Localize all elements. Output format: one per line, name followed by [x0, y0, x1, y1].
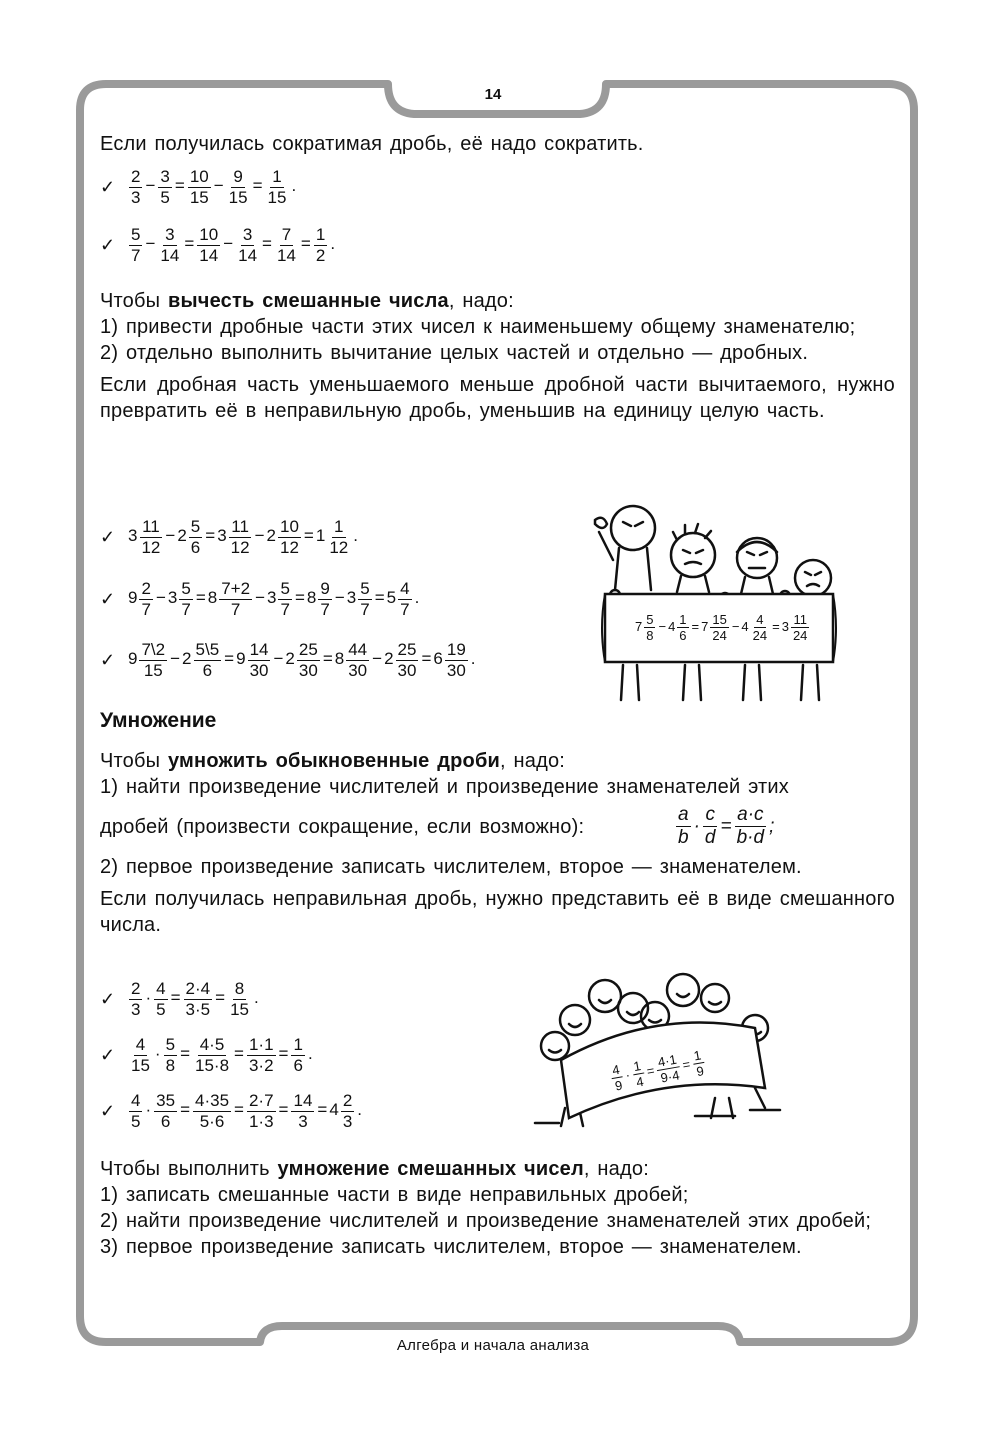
operator: − — [165, 526, 176, 546]
fraction — [236, 225, 259, 266]
denominator: 3 — [342, 1111, 353, 1131]
numerator: 9 — [233, 166, 243, 186]
numerator: a·c — [737, 804, 764, 825]
operator: . — [470, 649, 476, 669]
denominator: 5·6 — [199, 1111, 225, 1131]
operator: · — [693, 815, 700, 837]
fraction — [247, 1035, 276, 1076]
operator: − — [273, 649, 284, 669]
operator: = — [645, 1062, 656, 1079]
operator: = — [184, 234, 195, 254]
numerator: 1 — [630, 1058, 644, 1076]
numerator: 2 — [141, 578, 151, 598]
whole-part: 2 — [384, 649, 394, 669]
denominator: 12 — [280, 537, 299, 557]
whole-part: 2 — [285, 649, 295, 669]
fraction — [644, 612, 655, 643]
numerator: 4 — [609, 1061, 623, 1079]
numerator: 10 — [280, 516, 299, 536]
check-icon: ✓ — [100, 1100, 116, 1121]
numerator: 1 — [679, 612, 687, 627]
numerator: 15 — [712, 612, 727, 627]
numerator: 2·7 — [248, 1090, 274, 1110]
fraction — [129, 979, 142, 1020]
whole-part: 2 — [177, 526, 187, 546]
fraction — [179, 579, 192, 620]
operator: − — [658, 618, 667, 634]
fraction — [158, 225, 181, 266]
operator: − — [213, 176, 224, 196]
denominator: 6 — [293, 1055, 303, 1075]
whole-part: 9 — [128, 649, 138, 669]
operator: = — [234, 1044, 244, 1064]
numerator: 3 — [165, 224, 175, 244]
fraction — [189, 517, 202, 558]
operator: . — [253, 988, 259, 1008]
page-number: 14 — [484, 86, 502, 103]
numerator: 11 — [142, 516, 160, 536]
fraction — [275, 225, 298, 266]
fraction — [314, 225, 327, 266]
operator: ; — [769, 815, 775, 837]
example-5 — [100, 637, 478, 683]
fraction — [164, 1035, 177, 1076]
denominator: 24 — [792, 628, 808, 643]
numerator: 4 — [135, 1034, 146, 1054]
operator: − — [255, 588, 265, 608]
fraction — [278, 517, 301, 558]
numerator: 7+2 — [221, 578, 251, 598]
operator: = — [180, 1100, 190, 1120]
numerator: 35 — [156, 1090, 176, 1110]
numerator: 1 — [691, 1047, 705, 1065]
footer-title: Алгебра и начала анализа — [396, 1337, 590, 1354]
check-icon: ✓ — [100, 988, 116, 1009]
fraction — [139, 640, 167, 681]
numerator: 5 — [360, 578, 370, 598]
operator: = — [205, 526, 216, 546]
fraction — [139, 517, 162, 558]
operator: = — [234, 1100, 244, 1120]
multiplication-formula — [675, 804, 776, 849]
fraction — [154, 1091, 177, 1132]
numerator: 44 — [348, 639, 368, 659]
operator: = — [300, 234, 311, 254]
numerator: 14 — [249, 639, 269, 659]
denominator: 7 — [141, 599, 151, 619]
numerator: 1 — [334, 516, 344, 536]
numerator: 9 — [320, 578, 330, 598]
denominator: 14 — [276, 245, 296, 265]
denominator: 12 — [230, 537, 250, 557]
numerator: 14 — [293, 1090, 313, 1110]
numerator: 4 — [156, 978, 166, 998]
numerator: 5 — [646, 612, 654, 627]
numerator: 4 — [756, 612, 764, 627]
operator: − — [372, 649, 383, 669]
denominator: 30 — [298, 660, 318, 680]
operator: = — [180, 1044, 190, 1064]
operator: − — [731, 618, 740, 634]
banner-formula-1 — [635, 612, 810, 643]
paragraph-multiply-mixed: Чтобы выполнить умножение смешанных чисел, надо: 1) записать смешанные части в виде неправильных дробей; 2) найти произведение числителей и произведение знаменателей этих дробей; 3) первое произведение записать числителем, второе — знаменателем. — [100, 1158, 872, 1258]
numerator: 4 — [400, 578, 410, 598]
operator: . — [291, 176, 297, 196]
fraction — [327, 517, 350, 558]
whole-part: 9 — [128, 588, 138, 608]
numerator: 2·4 — [185, 978, 211, 998]
operator: = — [195, 588, 206, 608]
fraction — [194, 640, 222, 681]
operator: − — [254, 526, 265, 546]
operator: · — [145, 988, 152, 1008]
numerator: 3 — [160, 166, 170, 186]
operator: = — [681, 1056, 692, 1073]
denominator: 12 — [141, 537, 161, 557]
denominator: 7 — [181, 599, 191, 619]
fraction — [219, 579, 252, 620]
fraction — [291, 1035, 304, 1076]
denominator: 2 — [315, 245, 326, 265]
fraction — [248, 640, 271, 681]
operator: = — [720, 815, 732, 837]
whole-part: 8 — [306, 588, 317, 608]
denominator: 7 — [400, 599, 410, 619]
fraction — [266, 167, 289, 208]
fraction — [184, 979, 213, 1020]
example-7 — [100, 1032, 315, 1078]
operator: = — [224, 649, 235, 669]
example-3 — [100, 514, 360, 560]
denominator: 3·2 — [248, 1055, 274, 1075]
numerator: 3 — [242, 224, 253, 244]
fraction — [193, 1035, 231, 1076]
denominator: 7 — [320, 599, 330, 619]
fraction — [735, 804, 766, 849]
denominator: 6 — [679, 628, 687, 643]
whole-part: 3 — [267, 588, 277, 608]
operator: − — [170, 649, 181, 669]
numerator: 2 — [342, 1090, 353, 1110]
numerator: 10 — [189, 166, 209, 186]
denominator: 6 — [202, 660, 213, 680]
numerator: 5 — [280, 578, 290, 598]
numerator: 7\2 — [141, 639, 166, 659]
operator: = — [278, 1044, 289, 1064]
denominator: 30 — [249, 660, 269, 680]
denominator: 5 — [156, 999, 166, 1019]
numerator: 7 — [281, 224, 292, 244]
fraction — [677, 612, 688, 643]
whole-part: 3 — [217, 526, 227, 546]
operator: = — [174, 176, 185, 196]
numerator: 2 — [131, 978, 141, 998]
operator: = — [317, 1100, 328, 1120]
numerator: 11 — [793, 612, 807, 627]
fraction — [346, 640, 369, 681]
fraction — [278, 579, 291, 620]
kids-banner-illustration — [585, 500, 855, 705]
numerator: 25 — [298, 639, 318, 659]
whole-part: 2 — [182, 649, 192, 669]
fraction — [129, 1091, 142, 1132]
denominator: 4 — [635, 1073, 645, 1090]
operator: − — [155, 588, 166, 608]
operator: − — [145, 234, 156, 254]
whole-part: 2 — [266, 526, 276, 546]
fraction — [158, 167, 171, 208]
operator: · — [154, 1044, 161, 1064]
fraction — [398, 579, 411, 620]
denominator: 15·8 — [195, 1055, 230, 1075]
numerator: 8 — [234, 978, 245, 998]
denominator: 15 — [228, 187, 248, 207]
fraction — [228, 979, 251, 1020]
fraction — [227, 167, 250, 208]
operator: = — [215, 988, 226, 1008]
denominator: 7 — [131, 245, 141, 265]
denominator: 9·4 — [659, 1067, 681, 1086]
fraction — [358, 579, 371, 620]
numerator: 1 — [315, 224, 326, 244]
whole-part: 3 — [167, 588, 178, 608]
operator: . — [330, 234, 336, 254]
denominator: 1·3 — [248, 1111, 274, 1131]
numerator: a — [678, 804, 689, 825]
denominator: 24 — [752, 628, 768, 643]
example-6 — [100, 976, 261, 1022]
operator: = — [294, 588, 305, 608]
operator: = — [262, 234, 272, 254]
fraction — [247, 1091, 276, 1132]
whole-part: 5 — [386, 588, 397, 608]
check-icon: ✓ — [100, 526, 116, 547]
denominator: 5 — [131, 1111, 141, 1131]
denominator: 7 — [360, 599, 370, 619]
numerator: 1 — [272, 166, 282, 186]
denominator: 15 — [143, 660, 163, 680]
denominator: 14 — [238, 245, 258, 265]
fraction — [341, 1091, 354, 1132]
denominator: 3 — [131, 999, 141, 1019]
fraction — [297, 640, 320, 681]
denominator: 15 — [131, 1055, 150, 1075]
operator: · — [145, 1100, 152, 1120]
whole-part: 4 — [741, 618, 749, 634]
numerator: 1·1 — [248, 1034, 274, 1054]
denominator: b·d — [736, 827, 765, 848]
section-heading-multiplication: Умножение — [100, 709, 217, 732]
denominator: 30 — [446, 660, 466, 680]
denominator: 3 — [131, 187, 141, 207]
numerator: 5 — [131, 224, 141, 244]
operator: . — [307, 1044, 313, 1064]
denominator: b — [678, 827, 689, 848]
numerator: c — [705, 804, 715, 825]
example-1 — [100, 164, 298, 210]
whole-part: 7 — [635, 618, 643, 634]
denominator: 15 — [267, 187, 287, 207]
numerator: 1 — [293, 1034, 303, 1054]
fraction — [291, 1091, 314, 1132]
fraction — [139, 579, 152, 620]
numerator: 25 — [397, 639, 417, 659]
operator: = — [772, 618, 780, 634]
numerator: 5 — [165, 1034, 176, 1054]
operator: · — [624, 1067, 632, 1083]
whole-part: 4 — [668, 618, 676, 634]
denominator: 15 — [189, 187, 209, 207]
paragraph-multiply: Чтобы умножить обыкновенные дроби, надо: 1) найти произведение числителей и произведение знаменателей этих дробей (произвести сокращение, если возможно): 2) первое произведение записать числителем, второе — знаменателем. Если получилась неправильная дробь, нужно представить её в виде смешанного числа. — [100, 750, 895, 936]
whole-part: 4 — [329, 1100, 339, 1120]
denominator: 9 — [613, 1077, 624, 1094]
operator: − — [223, 234, 234, 254]
numerator: 4 — [131, 1090, 141, 1110]
whole-part: 3 — [346, 588, 357, 608]
example-2 — [100, 222, 337, 268]
whole-part: 8 — [207, 588, 218, 608]
operator: = — [303, 526, 314, 546]
denominator: 6 — [160, 1111, 171, 1131]
fraction — [710, 612, 728, 643]
numerator: 4·35 — [195, 1090, 230, 1110]
example-8 — [100, 1088, 364, 1134]
denominator: 30 — [397, 660, 417, 680]
operator: − — [145, 176, 156, 196]
denominator: 15 — [230, 999, 249, 1019]
fraction — [129, 1035, 152, 1076]
whole-part: 3 — [128, 526, 138, 546]
check-icon: ✓ — [100, 588, 116, 609]
operator: . — [353, 526, 358, 546]
fraction — [445, 640, 468, 681]
numerator: 11 — [231, 516, 249, 536]
fraction — [197, 225, 220, 266]
fraction — [229, 517, 252, 558]
denominator: 6 — [190, 537, 201, 557]
operator: = — [374, 588, 385, 608]
check-icon: ✓ — [100, 1044, 116, 1065]
fraction — [791, 612, 809, 643]
denominator: 7 — [280, 599, 290, 619]
fraction — [318, 579, 331, 620]
numerator: 5\5 — [195, 639, 220, 659]
fraction — [129, 225, 142, 266]
denominator: 3·5 — [185, 999, 211, 1019]
numerator: 5 — [190, 516, 201, 536]
check-icon: ✓ — [100, 649, 116, 670]
whole-part: 3 — [781, 618, 789, 634]
fraction — [703, 804, 718, 849]
example-4 — [100, 576, 421, 622]
operator: = — [278, 1100, 289, 1120]
operator: = — [421, 649, 432, 669]
fraction — [188, 167, 211, 208]
numerator: 4·5 — [199, 1034, 225, 1054]
denominator: 9 — [695, 1063, 706, 1080]
denominator: 8 — [646, 628, 654, 643]
happy-kids-banner-illustration — [525, 968, 785, 1133]
denominator: 14 — [160, 245, 180, 265]
operator: = — [322, 649, 333, 669]
fraction — [751, 612, 769, 643]
operator: . — [414, 588, 420, 608]
check-icon: ✓ — [100, 176, 116, 197]
paragraph-subtract-mixed: Чтобы вычесть смешанные числа, надо: 1) привести дробные части этих чисел к наименьшему общему знаменателю; 2) отдельно выполнить вычитание целых частей и отдельно — дробных. Если дробная часть уменьшаемого меньше дробной части вычитаемого, нужно превратить её в неправильную дробь, уменьшив на единицу целую часть. — [100, 290, 895, 422]
denominator: 12 — [329, 537, 349, 557]
whole-part: 8 — [334, 649, 345, 669]
fraction — [154, 979, 167, 1020]
operator: . — [357, 1100, 363, 1120]
operator: = — [170, 988, 181, 1008]
numerator: 10 — [199, 224, 219, 244]
numerator: 5 — [181, 578, 191, 598]
fraction — [129, 167, 142, 208]
operator: = — [691, 618, 700, 634]
denominator: 24 — [712, 628, 727, 643]
denominator: 7 — [230, 599, 241, 619]
numerator: 19 — [446, 639, 466, 659]
fraction — [655, 1051, 683, 1085]
whole-part: 9 — [236, 649, 246, 669]
fraction — [396, 640, 419, 681]
fraction — [676, 804, 691, 849]
denominator: d — [704, 827, 716, 848]
denominator: 30 — [348, 660, 368, 680]
denominator: 8 — [165, 1055, 176, 1075]
denominator: 3 — [298, 1111, 308, 1131]
whole-part: 6 — [433, 649, 443, 669]
paragraph-reduce: Если получилась сократимая дробь, её надо сократить. — [100, 133, 644, 155]
numerator: 2 — [131, 166, 141, 186]
check-icon: ✓ — [100, 234, 116, 255]
whole-part: 7 — [701, 618, 709, 634]
fraction — [630, 1058, 646, 1090]
fraction — [193, 1091, 231, 1132]
denominator: 5 — [160, 187, 170, 207]
numerator: 4·1 — [655, 1051, 680, 1071]
whole-part: 1 — [315, 526, 326, 546]
operator: − — [334, 588, 345, 608]
denominator: 14 — [199, 245, 219, 265]
operator: = — [252, 176, 263, 196]
